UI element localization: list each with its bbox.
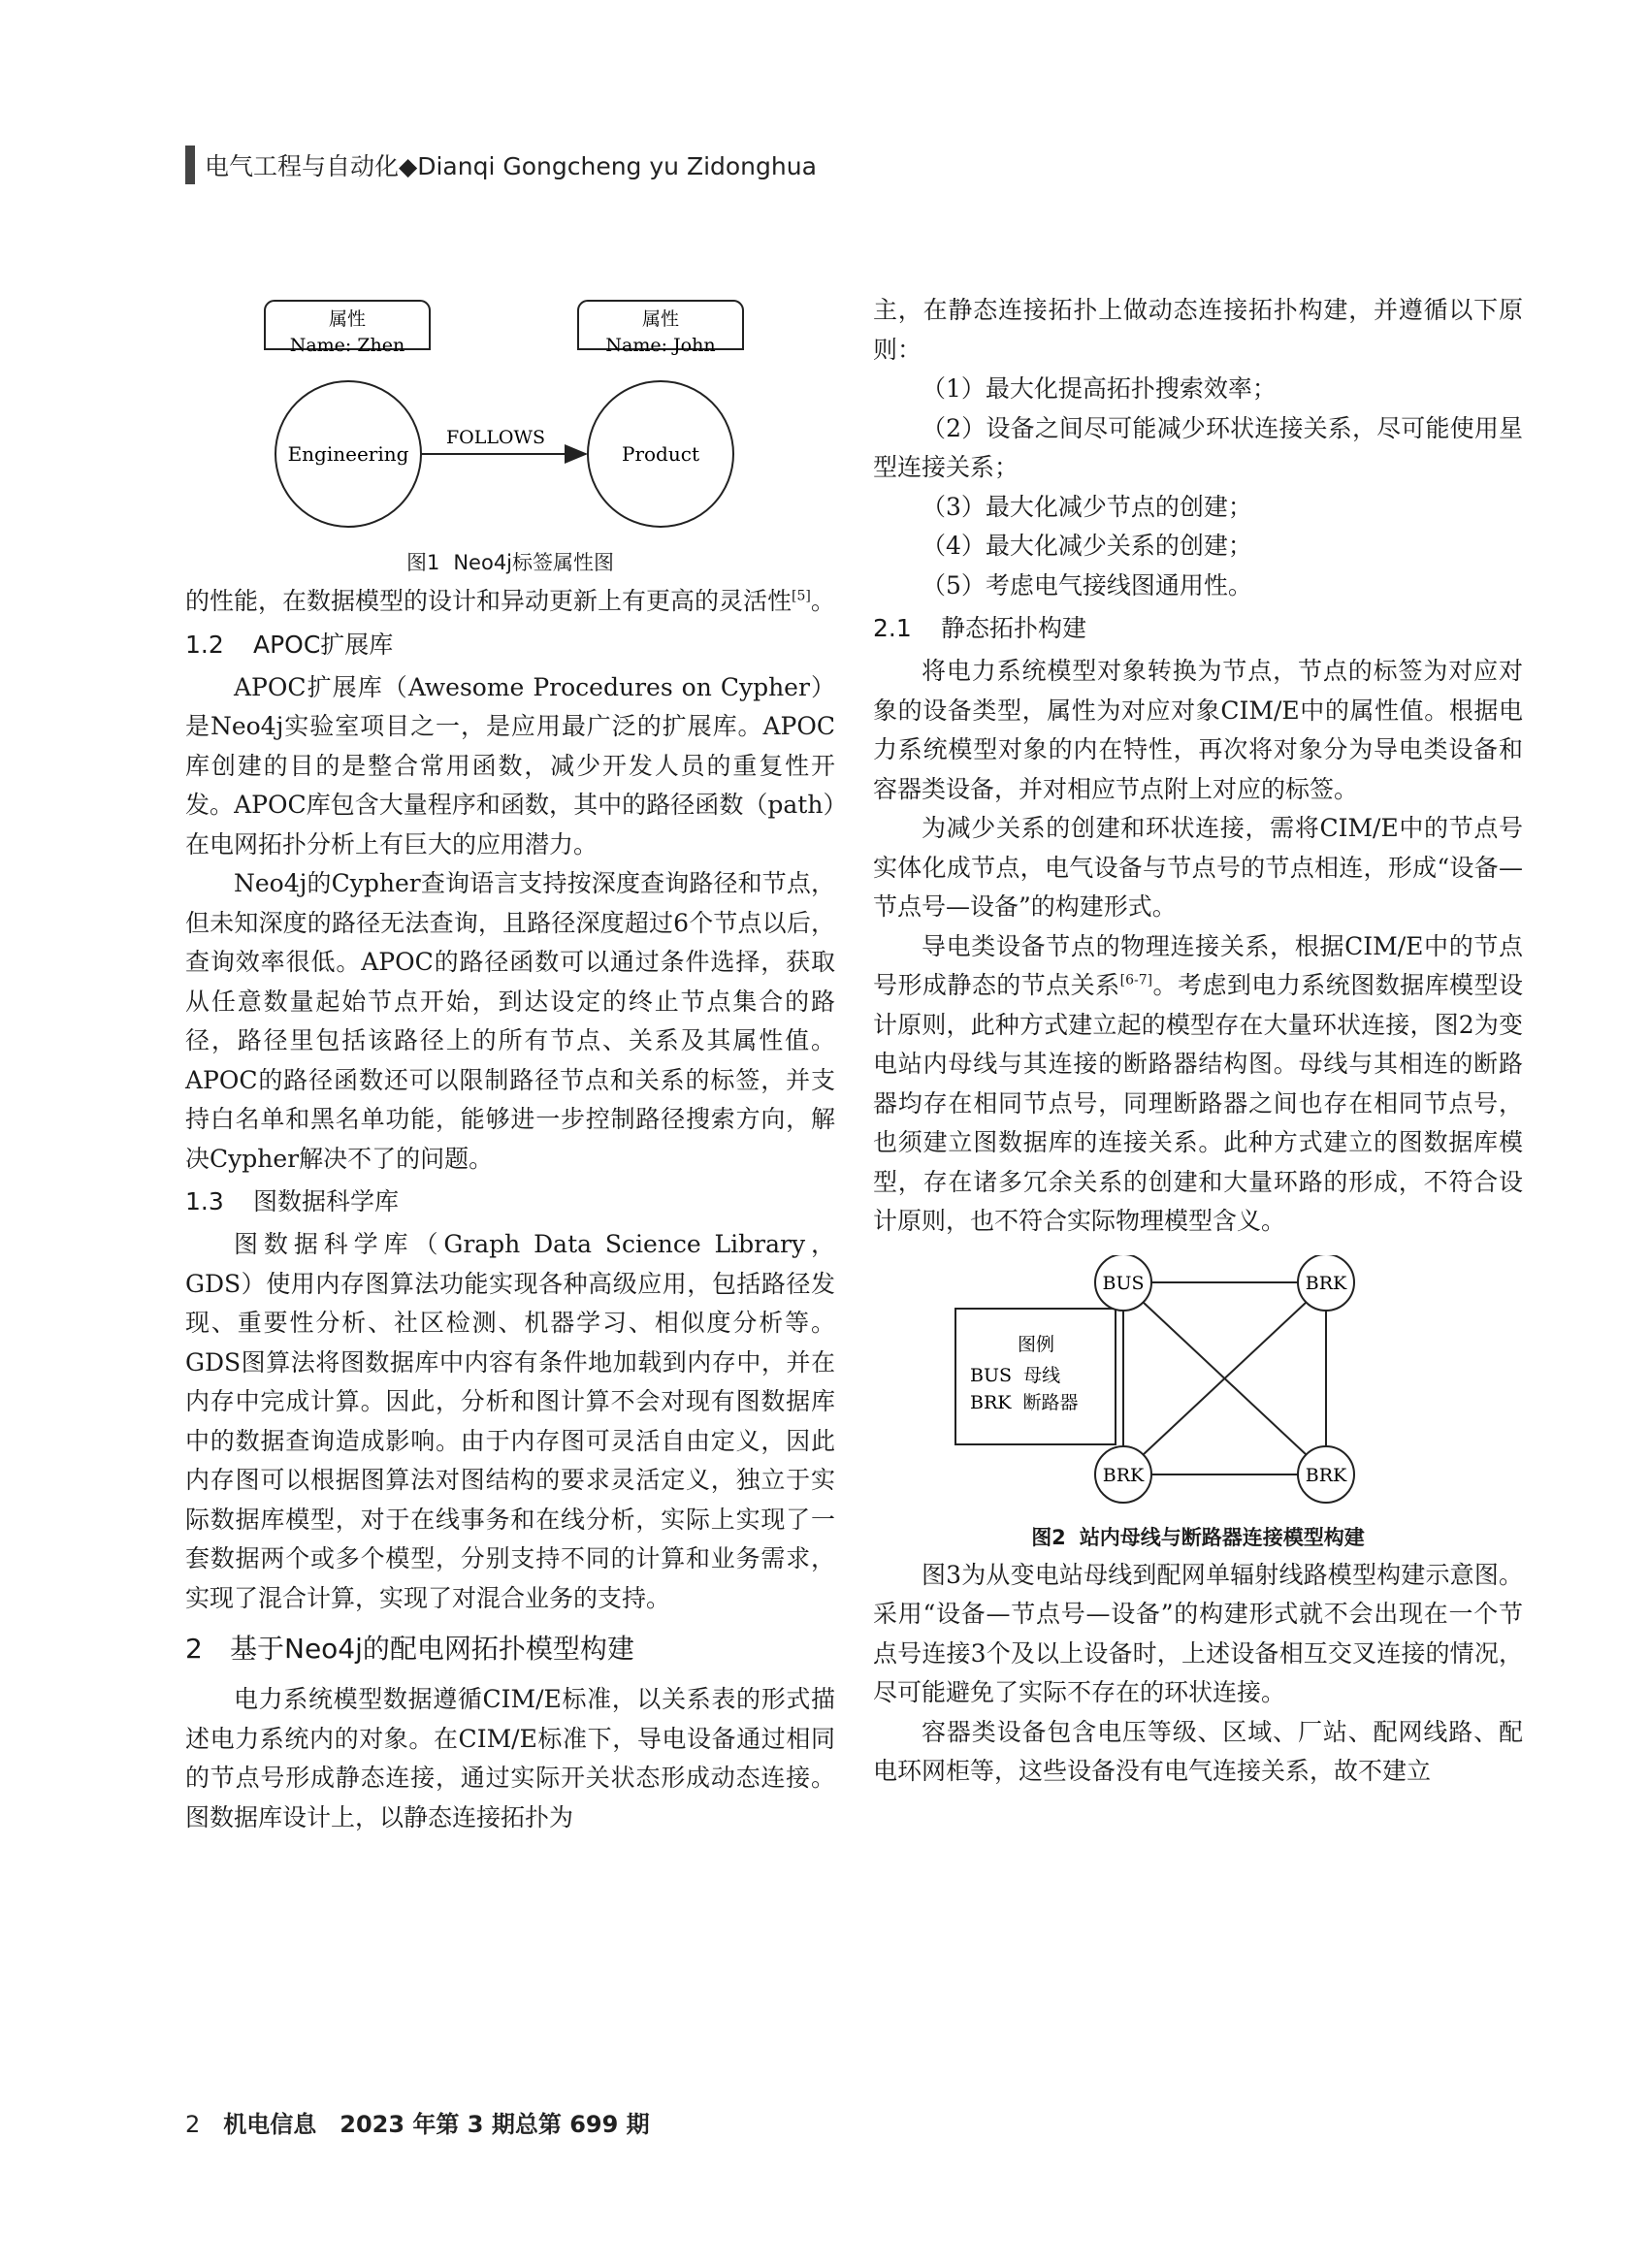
list-item: （3）最大化减少节点的创建； [922, 492, 1252, 521]
list-item: （2）设备之间尽可能减少环状连接关系，尽可能使用星型连接关系； [873, 413, 1523, 481]
paragraph: 图数据科学库（Graph Data Science Library，GDS）使用内存图算法功能实现各种高级应用，包括路径发现、重要性分析、社区检测、机器学习、相似度分析等。GDS图算法将图数据库中内容有条件地加载到内存中，并在内存中完成计算。因此，分析和图计算不会对现有图数据库中的数据查询造成影响。由于内存图可灵活自由定义，因此内存图可以根据图算法对图结构的要求灵活定义，独立于实际数据库模型，对于在线事务和在线分析，实际上实现了一套数据两个或多个模型，分别支持不同的计算和业务需求，实现了混合计算，实现了对混合业务的支持。 [185, 1230, 835, 1612]
figure-2-graph [873, 1255, 1523, 1517]
paragraph: 电力系统模型数据遵循CIM/E标准，以关系表的形式描述电力系统内的对象。在CIM/E标准下，导电设备通过相同的节点号形成静态连接，通过实际开关状态形成动态连接。图数据库设计上，以静态连接拓扑为 [185, 1685, 835, 1831]
left-column [185, 291, 835, 1837]
page-number: 2 [185, 2111, 201, 2138]
node-product-label: Product [622, 442, 699, 466]
paragraph: 为减少关系的创建和环状连接，需将CIM/E中的节点号实体化成节点，电气设备与节点号的节点相连，形成“设备—节点号—设备”的构建形式。 [873, 814, 1523, 921]
paragraph: 的性能，在数据模型的设计和异动更新上有更高的灵活性[5]。 [185, 587, 835, 615]
node-engineering-label: Engineering [287, 442, 409, 466]
section-heading-1-3: 1.3 图数据科学库 [185, 1187, 400, 1215]
figure-1-title: Neo4j标签属性图 [453, 551, 615, 574]
section-heading-2-1: 2.1 静态拓扑构建 [873, 614, 1087, 642]
node-brk-top-right-label: BRK [1305, 1272, 1347, 1294]
property-left-title: 属性 [328, 308, 367, 330]
figure-1 [185, 291, 835, 582]
figure-1-caption [185, 548, 835, 577]
node-brk-bottom-right-label: BRK [1305, 1464, 1347, 1486]
paragraph: 图3为从变电站母线到配网单辐射线路模型构建示意图。采用“设备—节点号—设备”的构建形式就不会出现在一个节点号连接3个及以上设备时，上述设备相互交叉连接的情况，尽可能避免了实际不存在的环状连接。 [873, 1560, 1523, 1706]
figure-2-title: 站内母线与断路器连接模型构建 [1079, 1525, 1365, 1549]
node-brk-bottom-left-label: BRK [1102, 1464, 1145, 1486]
header-text: 电气工程与自动化◆Dianqi Gongcheng yu Zidonghua [205, 152, 817, 180]
section-heading-2: 2 基于Neo4j的配电网拓扑模型构建 [185, 1633, 634, 1665]
issue-info: 2023 年第 3 期总第 699 期 [340, 2111, 650, 2138]
figure-2 [873, 1255, 1523, 1552]
page-footer [185, 2105, 650, 2139]
legend-brk: BRK 断路器 [970, 1391, 1079, 1413]
paragraph: 主，在静态连接拓扑上做动态连接拓扑构建，并遵循以下原则： [873, 296, 1523, 364]
list-item: （1）最大化提高拓扑搜索效率； [922, 374, 1277, 403]
edge-follows-label: FOLLOWS [445, 427, 546, 448]
right-column [873, 291, 1523, 1792]
figure-2-caption [873, 1523, 1523, 1552]
paragraph: 容器类设备包含电压等级、区域、厂站、配网线路、配电环网柜等，这些设备没有电气连接关系，故不建立 [873, 1717, 1523, 1785]
figure-1-graph [185, 291, 835, 548]
citation: [6-7] [1119, 972, 1153, 988]
list-item: （5）考虑电气接线图通用性。 [922, 570, 1252, 599]
paragraph: 将电力系统模型对象转换为节点，节点的标签为对应对象的设备类型，属性为对应对象CIM/E中的属性值。根据电力系统模型对象的内在特性，再次将对象分为导电类设备和容器类设备，并对相应节点附上对应的标签。 [873, 657, 1523, 803]
header-bar [185, 146, 195, 184]
section-heading-1-2: 1.2 APOC扩展库 [185, 630, 394, 659]
figure-2-number: 图2 [1031, 1525, 1066, 1549]
legend-bus: BUS 母线 [970, 1364, 1061, 1386]
paragraph: 导电类设备节点的物理连接关系，根据CIM/E中的节点号形成静态的节点关系[6-7]。考虑到电力系统图数据库模型设计原则，此种方式建立起的模型存在大量环状连接，图2为变电站内母线与其连接的断路器结构图。母线与其相连的断路器均存在相同节点号，同理断路器之间也存在相同节点号，也须建立图数据库的连接关系。此种方式建立的图数据库模型，存在诸多冗余关系的创建和大量环路的形成，不符合设计原则，也不符合实际物理模型含义。 [873, 931, 1523, 1235]
property-right-title: 属性 [641, 308, 680, 330]
property-left-value: Name: Zhen [289, 335, 405, 356]
journal-name: 机电信息 [223, 2111, 317, 2138]
paragraph: Neo4j的Cypher查询语言支持按深度查询路径和节点，但未知深度的路径无法查询，且路径深度超过6个节点以后，查询效率很低。APOC的路径函数可以通过条件选择，获取从任意数量起始节点开始，到达设定的终止节点集合的路径，路径里包括该路径上的所有节点、关系及其属性值。APOC的路径函数还可以限制路径节点和关系的标签，并支持白名单和黑名单功能，能够进一步控制路径搜索方向，解决Cypher解决不了的问题。 [185, 869, 835, 1173]
node-bus-label: BUS [1102, 1272, 1145, 1294]
property-right-value: Name: John [605, 335, 716, 356]
citation: [5] [792, 588, 811, 604]
running-header [185, 146, 817, 184]
paragraph: APOC扩展库（Awesome Procedures on Cypher）是Neo4j实验室项目之一，是应用最广泛的扩展库。APOC库创建的目的是整合常用函数，减少开发人员的重复性开发。APOC库包含大量程序和函数，其中的路径函数（path）在电网拓扑分析上有巨大的应用潜力。 [185, 672, 835, 859]
figure-1-number: 图1 [405, 551, 440, 574]
legend-title: 图例 [1017, 1333, 1055, 1355]
list-item: （4）最大化减少关系的创建； [922, 532, 1252, 560]
